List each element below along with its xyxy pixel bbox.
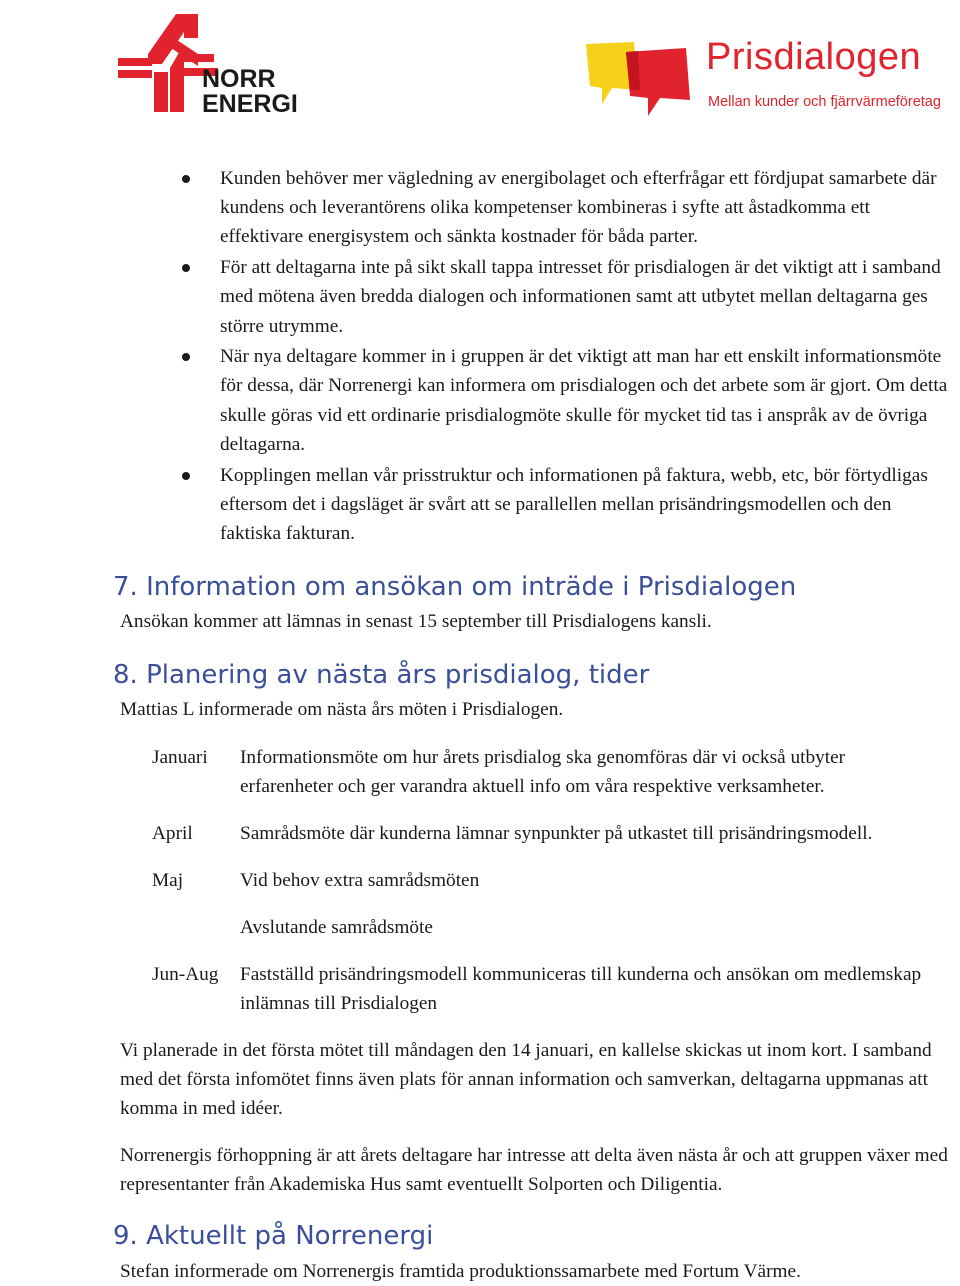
schedule-desc: Vid behov extra samrådsmöten (240, 870, 480, 891)
norrenergi-logo (118, 14, 318, 119)
section-9-text: Stefan informerade om Norrenergis framtida produktionssamarbete med Fortum Värme. (120, 1261, 801, 1282)
bullet-dot-icon (182, 353, 190, 361)
bullet-item (182, 461, 952, 549)
schedule-row-maj (152, 866, 952, 895)
section-7-heading: 7. Information om ansökan om inträde i Prisdialogen (113, 572, 797, 602)
speech-bubbles-icon (582, 38, 694, 118)
prisdialogen-subtitle: Mellan kunder och fjärrvärmeföretag (708, 94, 941, 110)
norr-logo-text-2: ENERGI (202, 90, 298, 118)
bullet-dot-icon (182, 264, 190, 272)
section-7-text: Ansökan kommer att lämnas in senast 15 september till Prisdialogens kansli. (120, 611, 712, 632)
bullet-item (182, 164, 952, 252)
bullet-dot-icon (182, 175, 190, 183)
section-8-paragraph-1: Vi planerade in det första mötet till måndagen den 14 januari, en kallelse skickas ut inom kort. I samband med det första infomötet finns även plats för annan information och samverkan, deltagarna uppmanas att komma in med idéer. (120, 1040, 932, 1119)
bullet-list (182, 164, 952, 550)
schedule-desc: Samrådsmöte där kunderna lämnar synpunkter på utkastet till prisändringsmodell. (240, 823, 873, 844)
bullet-text: Kopplingen mellan vår prisstruktur och informationen på faktura, webb, etc, bör förtydligas eftersom det i dagsläget är svårt att se parallellen mellan prisändringsmodellen och den faktiska fakturan. (220, 464, 928, 544)
bullet-text: När nya deltagare kommer in i gruppen är det viktigt att man har ett enskilt informationsmöte för dessa, där Norrenergi kan informera om prisdialogen och det arbete som är gjort. Om detta skulle göras vid ett ordinarie prisdialogmöte skulle för mycket tid tas i anspråk av de övriga deltagarna. (220, 346, 948, 455)
page-header (0, 0, 960, 130)
schedule-month: Maj (152, 870, 184, 891)
bullet-item (182, 342, 952, 459)
bullet-dot-icon (182, 472, 190, 480)
schedule-month: April (152, 823, 193, 844)
section-8-paragraph-2: Norrenergis förhoppning är att årets deltagare har intresse att delta även nästa år och att gruppen växer med representanter från Akademiska Hus samt eventuellt Solporten och Diligentia. (120, 1145, 948, 1195)
schedule-month: Jun-Aug (152, 964, 219, 985)
prisdialogen-title: Prisdialogen (706, 36, 922, 78)
schedule-row-avslutande (152, 913, 952, 942)
bullet-text: Kunden behöver mer vägledning av energibolaget och efterfrågar ett fördjupat samarbete där kundens och leverantörens olika kompetenser kombineras i syfte att åstadkomma ett effektivare energisystem och sänkta kostnader för båda parter. (220, 168, 937, 248)
schedule-month: Januari (152, 747, 208, 768)
section-8-heading: 8. Planering av nästa års prisdialog, tider (113, 660, 650, 690)
schedule-row-januari (152, 743, 952, 801)
norrenergi-mark-icon (118, 14, 318, 119)
schedule-desc: Informationsmöte om hur årets prisdialog ska genomföras där vi också utbyter erfarenheter och ger varandra aktuell info om våra respektive verksamheter. (240, 747, 846, 797)
norr-logo-text-1: NORR (202, 65, 276, 93)
schedule-row-jun-aug (152, 960, 952, 1018)
prisdialogen-logo (582, 38, 960, 118)
bullet-item (182, 253, 952, 341)
section-8-intro: Mattias L informerade om nästa års möten i Prisdialogen. (120, 699, 564, 720)
schedule-desc: Fastställd prisändringsmodell kommuniceras till kunderna och ansökan om medlemskap inlämnas till Prisdialogen (240, 964, 922, 1014)
bullet-text: För att deltagarna inte på sikt skall tappa intresset för prisdialogen är det viktigt att i samband med mötena även bredda dialogen och informationen samt att utbytet mellan deltagarna ges större utrymme. (220, 257, 941, 337)
section-9-heading: 9. Aktuellt på Norrenergi (113, 1221, 434, 1251)
schedule-row-april (152, 819, 952, 848)
schedule-desc: Avslutande samrådsmöte (240, 917, 433, 938)
